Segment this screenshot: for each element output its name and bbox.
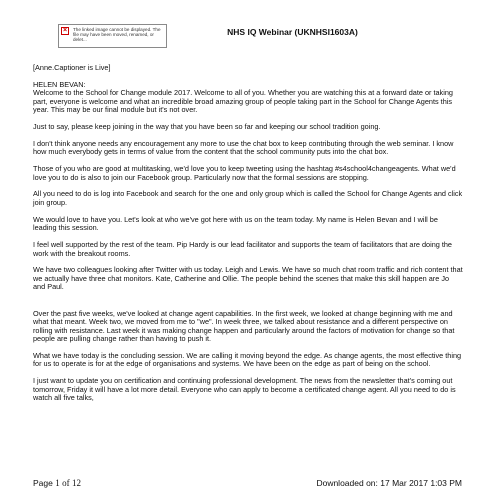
- page-label: Page: [33, 478, 53, 488]
- paragraph: I feel well supported by the rest of the team. Pip Hardy is our lead facilitator and supports the team of facilitators that are doing the work with the breakout rooms.: [33, 240, 452, 258]
- page-indicator: [33, 478, 81, 488]
- paragraph: Those of you who are good at multitasking, we'd love you to keep tweeting using the hashtag #s4school4changeagents. What we'd love you to do is also to join our Facebook group. Particularly now that the formal sessions are stopping.: [33, 164, 456, 182]
- page-of-label: of: [62, 478, 70, 488]
- captioner-status: [Anne.Captioner is Live]: [33, 63, 111, 72]
- document-title: NHS IQ Webinar (UKNHSI1603A): [227, 27, 358, 37]
- speaker-name: HELEN BEVAN:: [33, 79, 86, 89]
- paragraph: I just want to update you on certification and continuing professional development. The news from the newsletter that's coming out tomorrow, Friday it will have a lot more detail. Everyone who can apply to become a certificated change agent. All you need to do is watch all five talks,: [33, 376, 456, 403]
- paragraph: Over the past five weeks, we've looked at change agent capabilities. In the first week, we looked at change beginning with me and what that meant. Week two, we moved from me to "we". In week three, we talked about resistance and a different perspective on rolling with resistance. Last week it was making change happen and particularly around the factors of motivation for change so that people are pulling change rather than having to push it.: [33, 308, 455, 344]
- paragraph: We would love to have you. Let's look at who we've got here with us on the team today. My name is Helen Bevan and I will be leading this session.: [33, 214, 438, 233]
- broken-image-text: The linked image cannot be displayed. The file may have been moved, renamed, or delet...: [73, 27, 161, 43]
- paragraph: We have two colleagues looking after Twitter with us today. Leigh and Lewis. We have so much chat room traffic and rich content that we actually have three chat monitors. Kate, Catherine and Ollie. The people behind the scenes that make this skill happen are Jo and Paul.: [33, 265, 463, 292]
- paragraph: All you need to do is log into Facebook and search for the one and only group which is called the School for Change Agents and click join group.: [33, 189, 463, 207]
- page-number: 1: [55, 478, 60, 488]
- paragraph: I don't think anyone needs any encouragement any more to use the chat box to keep contributing through the web seminar. I know how much everybody gets in terms of value from the content that the school community puts into the chat box.: [33, 138, 454, 157]
- paragraph: What we have today is the concluding session. We are calling it moving beyond the edge. As change agents, the most effective thing for us to operate is for at the edge of organisations and systems. We have been on the edge as part of being on the school.: [33, 350, 462, 369]
- transcript-body: [33, 64, 463, 411]
- page-footer: [33, 478, 462, 488]
- page-total: 12: [71, 478, 81, 488]
- download-timestamp: Downloaded on: 17 Mar 2017 1:03 PM: [316, 478, 462, 488]
- paragraph: Just to say, please keep joining in the way that you have been so far and keeping our school tradition going.: [33, 122, 381, 132]
- broken-image-icon: ×: [62, 27, 68, 34]
- paragraph: Welcome to the School for Change module 2017. Welcome to all of you. Whether you are watching this at a forward date or taking part, everyone is welcome and what an incredible broad amazing group of people taking part in the School for Change Agents this year. This may be our final module but it's not over.: [33, 88, 453, 115]
